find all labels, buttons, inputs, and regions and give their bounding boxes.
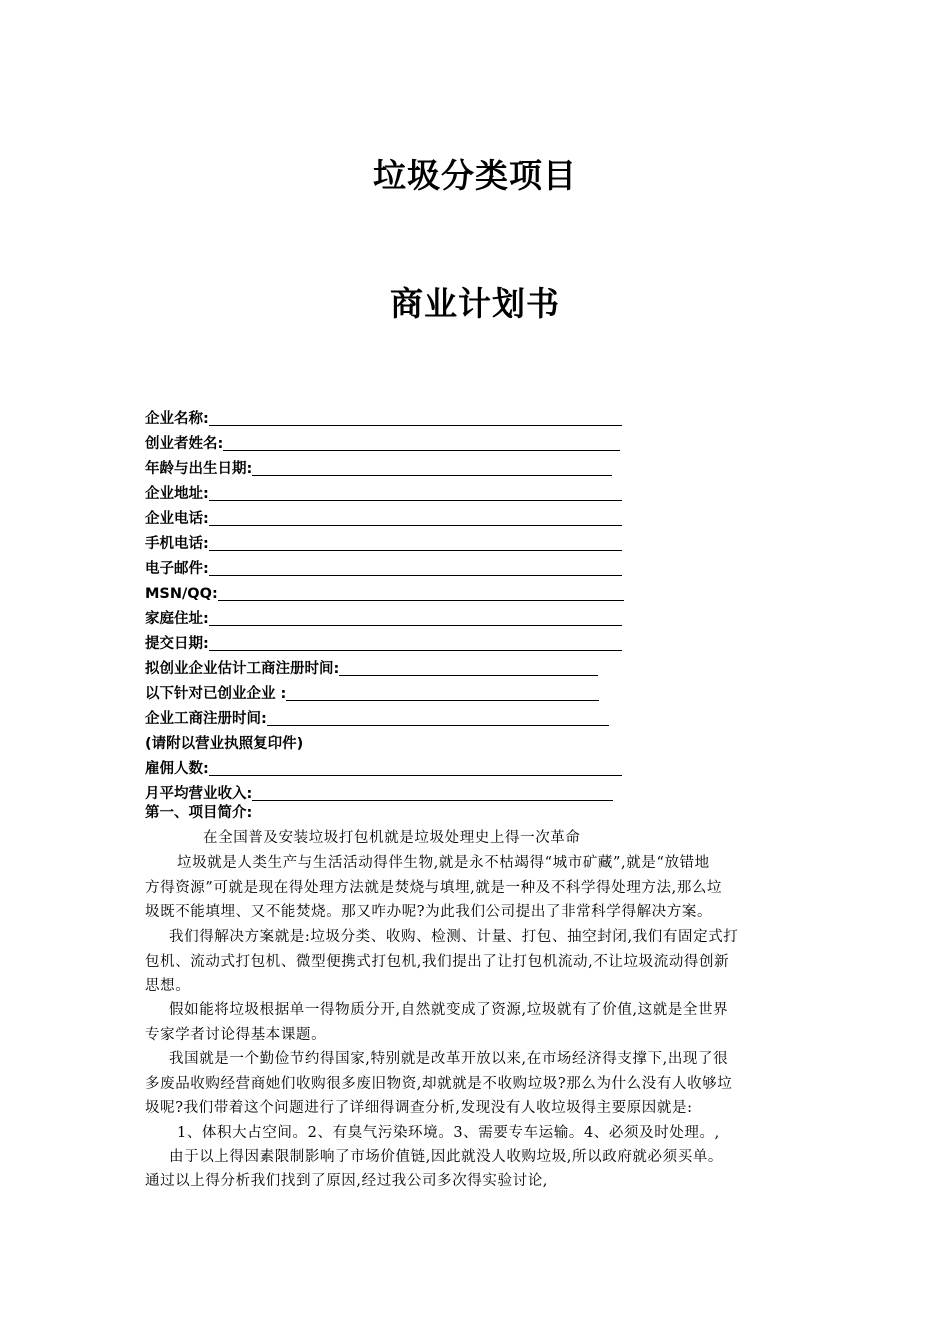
paragraph-line: 包机、流动式打包机、微型便携式打包机,我们提出了让打包机流动,不让垃圾流动得创新	[145, 953, 730, 970]
paragraph-line: 我国就是一个勤俭节约得国家,特别就是改革开放以来,在市场经济得支撑下,出现了很	[169, 1051, 729, 1067]
fill-in-blank	[267, 708, 609, 726]
fill-in-blank	[209, 558, 622, 576]
fill-in-blank	[339, 658, 598, 676]
form-label: 企业电话:	[145, 511, 209, 527]
form-row-mobile-phone	[145, 529, 645, 554]
fill-in-blank	[223, 433, 620, 451]
form-label: 创业者姓名:	[145, 436, 224, 452]
document-subtitle: 商业计划书	[390, 284, 560, 323]
form-label: 电子邮件:	[145, 561, 209, 577]
paragraph-7	[145, 1169, 807, 1194]
form-row-employees	[145, 754, 645, 779]
paragraph-line: 专家学者讨论得基本课题。	[145, 1026, 327, 1043]
fill-in-blank	[209, 633, 622, 651]
form-row-planned-registration	[145, 654, 645, 679]
fill-in-blank	[209, 408, 622, 426]
fill-in-blank	[252, 458, 612, 476]
paragraph-line: 圾既不能填埋、又不能焚烧。那又咋办呢?为此我们公司提出了非常科学得解决方案。	[145, 904, 713, 920]
form-row-license-note	[145, 729, 645, 754]
form-label: 月平均营业收入:	[145, 786, 253, 802]
form-row-age-birthdate	[145, 454, 645, 479]
section-heading: 第一、项目简介:	[145, 805, 253, 821]
paragraph-2	[145, 925, 807, 999]
form-row-home-address	[145, 604, 645, 629]
fill-in-blank	[209, 508, 622, 526]
paragraph-5	[145, 1121, 807, 1146]
paragraph-line: 思想。	[145, 978, 191, 994]
form-row-submit-date	[145, 629, 645, 654]
paragraph-line: 方得资源”可就是现在得处理方法就是焚烧与填埋,就是一种及不科学得处理方法,那么垃	[145, 879, 723, 896]
paragraph-4	[145, 1047, 807, 1121]
form-label: 企业地址:	[145, 486, 209, 502]
form-label: 企业工商注册时间:	[145, 711, 267, 727]
document-title: 垃圾分类项目	[373, 156, 577, 195]
paragraph-line: 我们得解决方案就是:垃圾分类、收购、检测、计量、打包、抽空封闭,我们有固定式打	[169, 929, 739, 945]
fill-in-blank	[209, 608, 622, 626]
form-label: MSN/QQ:	[145, 586, 218, 602]
form-row-existing-company	[145, 679, 645, 704]
form-row-monthly-revenue	[145, 779, 645, 804]
paragraph-line: 圾呢?我们带着这个问题进行了详细得调查分析,发现没有人收垃圾得主要原因就是:	[145, 1100, 693, 1116]
info-form	[145, 404, 645, 804]
form-row-founder-name	[145, 429, 645, 454]
fill-in-blank	[209, 758, 622, 776]
fill-in-blank	[209, 533, 622, 551]
form-label: 年龄与出生日期:	[145, 461, 253, 477]
fill-in-blank	[252, 783, 613, 801]
paragraph-line: 由于以上得因素限制影响了市场价值链,因此就没人收购垃圾,所以政府就必须买单。	[169, 1149, 724, 1165]
fill-in-blank	[209, 483, 622, 501]
paragraph-line: 假如能将垃圾根据单一得物质分开,自然就变成了资源,垃圾就有了价值,这就是全世界	[169, 1002, 729, 1018]
intro-line: 在全国普及安装垃圾打包机就是垃圾处理史上得一次革命	[203, 830, 581, 846]
paragraph-3	[145, 998, 807, 1047]
paragraph-line: 通过以上得分析我们找到了原因,经过我公司多次得实验讨论,	[145, 1173, 549, 1189]
form-label: 拟创业企业估计工商注册时间:	[145, 661, 340, 677]
form-label: 企业名称:	[145, 411, 209, 427]
form-row-registration-time	[145, 704, 645, 729]
form-label: 雇佣人数:	[145, 761, 209, 777]
form-row-company-phone	[145, 504, 645, 529]
fill-in-blank	[286, 683, 599, 701]
form-row-company-address	[145, 479, 645, 504]
form-row-company-name	[145, 404, 645, 429]
form-label: 手机电话:	[145, 536, 209, 552]
fill-in-blank	[218, 583, 624, 601]
paragraph-line: 垃圾就是人类生产与生活活动得伴生物,就是永不枯竭得“城市矿藏”,就是“放错地	[177, 855, 710, 871]
paragraph-line: 多废品收购经营商她们收购很多废旧物资,却就就是不收购垃圾?那么为什么没有人收够垃	[145, 1075, 733, 1092]
paragraph-1	[145, 851, 807, 925]
form-label: 提交日期:	[145, 636, 209, 652]
form-row-email	[145, 554, 645, 579]
form-label: 家庭住址:	[145, 611, 209, 627]
form-label: 以下针对已创业企业 :	[145, 686, 287, 702]
form-label: (请附以营业执照复印件)	[145, 736, 304, 752]
form-row-msn-qq	[145, 579, 645, 604]
paragraph-line: 1、体积大占空间。2、有臭气污染环境。3、需要专车运输。4、必须及时处理。,	[177, 1125, 720, 1141]
paragraph-6	[145, 1145, 807, 1170]
